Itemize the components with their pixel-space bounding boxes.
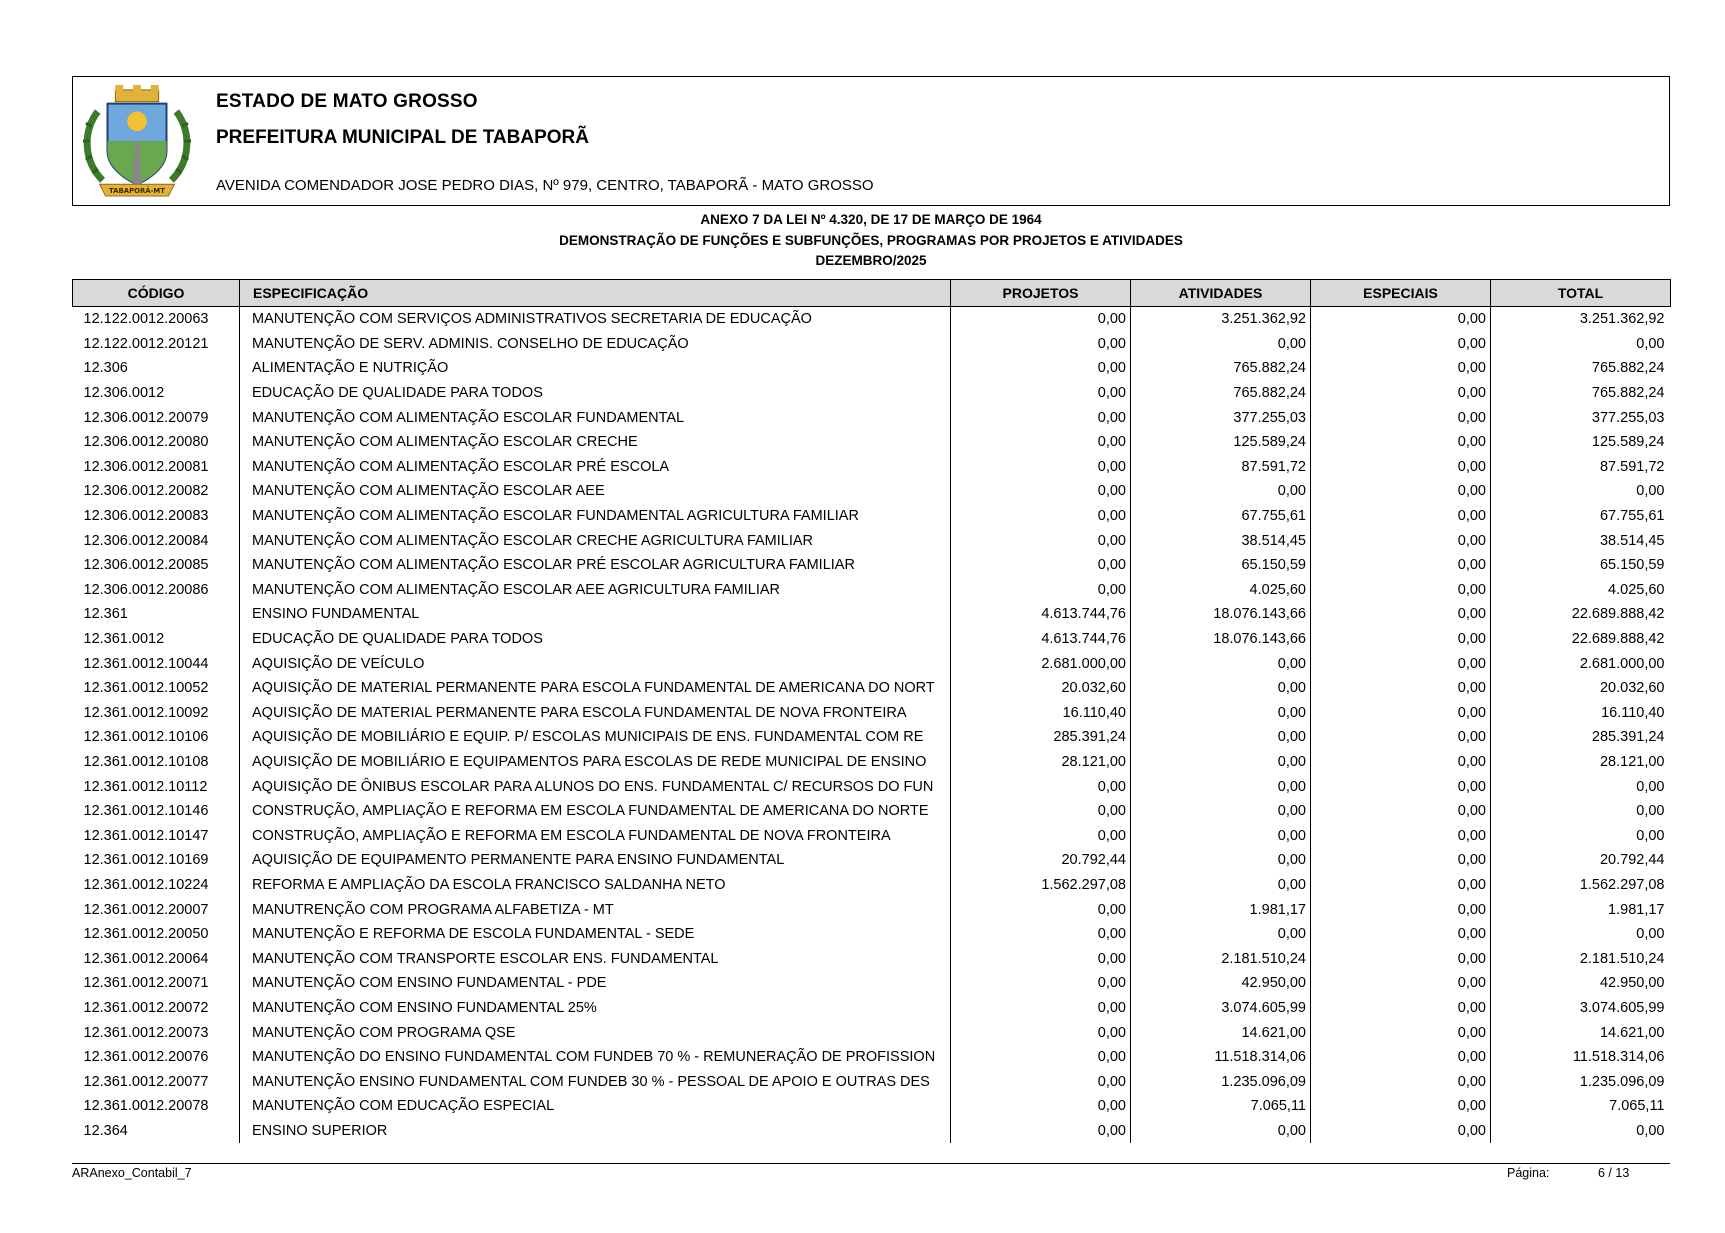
- cell-codigo: 12.361.0012.10052: [83, 680, 209, 697]
- cell-total: 7.065,11: [1609, 1098, 1665, 1115]
- report-period: DEZEMBRO/2025: [815, 253, 927, 268]
- table-row: [73, 1045, 1671, 1070]
- cell-especiais: 0,00: [1311, 996, 1491, 1021]
- table-row: [73, 356, 1671, 381]
- cell-codigo: 12.361.0012.20050: [83, 926, 209, 943]
- cell-especiais: 0,00: [1311, 701, 1491, 726]
- cell-especificacao: MANUTENÇÃO COM ENSINO FUNDAMENTAL - PDE: [240, 971, 951, 996]
- cell-especificacao: AQUISIÇÃO DE MATERIAL PERMANENTE PARA ESCOLA FUNDAMENTAL DE NOVA FRONTEIRA: [240, 701, 951, 726]
- cell-especiais: 0,00: [1311, 651, 1491, 676]
- cell-codigo: 12.306.0012: [83, 385, 165, 402]
- table-row: [73, 627, 1671, 652]
- cell-total: 0,00: [1636, 335, 1665, 352]
- cell-especificacao: MANUTENÇÃO COM ALIMENTAÇÃO ESCOLAR AEE: [240, 479, 951, 504]
- cell-codigo: 12.306.0012.20083: [83, 508, 209, 525]
- cell-atividades: 0,00: [1131, 750, 1311, 775]
- cell-total: 0,00: [1636, 803, 1665, 820]
- cell-atividades: 18.076.143,66: [1131, 602, 1311, 627]
- column-header-projetos: PROJETOS: [951, 280, 1131, 307]
- cell-projetos: 20.032,60: [951, 676, 1131, 701]
- cell-total: 14.621,00: [1599, 1024, 1665, 1041]
- cell-projetos: 0,00: [951, 971, 1131, 996]
- cell-atividades: 0,00: [1131, 922, 1311, 947]
- cell-especificacao: MANUTENÇÃO COM ALIMENTAÇÃO ESCOLAR CRECHE AGRICULTURA FAMILIAR: [240, 528, 951, 553]
- table-row: [73, 553, 1671, 578]
- cell-atividades: 0,00: [1131, 479, 1311, 504]
- cell-total: 3.251.362,92: [1579, 311, 1665, 328]
- table-row: [73, 750, 1671, 775]
- cell-atividades: 87.591,72: [1131, 455, 1311, 480]
- table-row: [73, 873, 1671, 898]
- cell-total: 16.110,40: [1601, 704, 1665, 721]
- cell-codigo: 12.361.0012.20078: [83, 1098, 209, 1115]
- cell-atividades: 765.882,24: [1131, 381, 1311, 406]
- cell-especificacao: MANUTENÇÃO COM ALIMENTAÇÃO ESCOLAR PRÉ ESCOLAR AGRICULTURA FAMILIAR: [240, 553, 951, 578]
- table-row: [73, 528, 1671, 553]
- cell-projetos: 2.681.000,00: [951, 651, 1131, 676]
- cell-especificacao: MANUTENÇÃO COM SERVIÇOS ADMINISTRATIVOS SECRETARIA DE EDUCAÇÃO: [240, 307, 951, 332]
- cell-projetos: 0,00: [951, 946, 1131, 971]
- table-row: [73, 823, 1671, 848]
- cell-especificacao: MANUTENÇÃO DO ENSINO FUNDAMENTAL COM FUNDEB 70 % - REMUNERAÇÃO DE PROFISSION: [240, 1045, 951, 1070]
- cell-especificacao: MANUTENÇÃO COM ALIMENTAÇÃO ESCOLAR FUNDAMENTAL AGRICULTURA FAMILIAR: [240, 504, 951, 529]
- table-row: [73, 774, 1671, 799]
- cell-atividades: 11.518.314,06: [1131, 1045, 1311, 1070]
- cell-codigo: 12.364: [83, 1122, 128, 1139]
- table-row: [73, 479, 1671, 504]
- cell-codigo: 12.361.0012.10224: [83, 876, 209, 893]
- cell-total: 285.391,24: [1591, 729, 1665, 746]
- cell-total: 28.121,00: [1599, 753, 1665, 770]
- table-row: [73, 405, 1671, 430]
- cell-total: 65.150,59: [1599, 557, 1665, 574]
- cell-total: 3.074.605,99: [1579, 999, 1665, 1016]
- table-row: [73, 332, 1671, 357]
- cell-codigo: 12.122.0012.20063: [83, 311, 209, 328]
- table-row: [73, 897, 1671, 922]
- column-header-total: TOTAL: [1491, 280, 1671, 307]
- table-row: [73, 455, 1671, 480]
- cell-especificacao: MANUTENÇÃO DE SERV. ADMINIS. CONSELHO DE EDUCAÇÃO: [240, 332, 951, 357]
- table-row: [73, 848, 1671, 873]
- cell-atividades: 1.981,17: [1131, 897, 1311, 922]
- footer-divider: [72, 1163, 1670, 1164]
- cell-atividades: 0,00: [1131, 823, 1311, 848]
- cell-total: 38.514,45: [1599, 532, 1665, 549]
- cell-especificacao: MANUTENÇÃO COM ALIMENTAÇÃO ESCOLAR FUNDAMENTAL: [240, 405, 951, 430]
- cell-codigo: 12.361.0012.20007: [83, 901, 209, 918]
- cell-atividades: 3.074.605,99: [1131, 996, 1311, 1021]
- table-row: [73, 725, 1671, 750]
- table-row: [73, 946, 1671, 971]
- table-row: [73, 602, 1671, 627]
- cell-total: 1.562.297,08: [1579, 876, 1665, 893]
- cell-projetos: 0,00: [951, 553, 1131, 578]
- cell-especificacao: MANUTENÇÃO COM ALIMENTAÇÃO ESCOLAR CRECHE: [240, 430, 951, 455]
- cell-total: 0,00: [1636, 926, 1665, 943]
- cell-total: 42.950,00: [1599, 975, 1665, 992]
- cell-total: 0,00: [1636, 1122, 1665, 1139]
- cell-total: 20.792,44: [1599, 852, 1665, 869]
- cell-codigo: 12.361.0012: [83, 631, 165, 648]
- table-header-row: [73, 280, 1671, 307]
- cell-especiais: 0,00: [1311, 848, 1491, 873]
- table-row: [73, 996, 1671, 1021]
- cell-total: 1.981,17: [1608, 901, 1665, 918]
- cell-especificacao: CONSTRUÇÃO, AMPLIAÇÃO E REFORMA EM ESCOLA FUNDAMENTAL DE NOVA FRONTEIRA: [240, 823, 951, 848]
- cell-especificacao: MANUTENÇÃO E REFORMA DE ESCOLA FUNDAMENTAL - SEDE: [240, 922, 951, 947]
- cell-projetos: 0,00: [951, 996, 1131, 1021]
- table-body: [73, 307, 1671, 1144]
- cell-atividades: 377.255,03: [1131, 405, 1311, 430]
- cell-especiais: 0,00: [1311, 381, 1491, 406]
- column-header-atividades: ATIVIDADES: [1131, 280, 1311, 307]
- table-row: [73, 701, 1671, 726]
- cell-especificacao: MANUTENÇÃO COM ALIMENTAÇÃO ESCOLAR AEE AGRICULTURA FAMILIAR: [240, 578, 951, 603]
- cell-especificacao: ALIMENTAÇÃO E NUTRIÇÃO: [240, 356, 951, 381]
- cell-especificacao: ENSINO FUNDAMENTAL: [240, 602, 951, 627]
- cell-atividades: 7.065,11: [1131, 1094, 1311, 1119]
- cell-projetos: 0,00: [951, 1020, 1131, 1045]
- table-row: [73, 430, 1671, 455]
- cell-codigo: 12.361.0012.10146: [83, 803, 209, 820]
- table-row: [73, 1069, 1671, 1094]
- cell-atividades: 765.882,24: [1131, 356, 1311, 381]
- report-title-description: DEMONSTRAÇÃO DE FUNÇÕES E SUBFUNÇÕES, PROGRAMAS POR PROJETOS E ATIVIDADES: [559, 232, 1183, 248]
- table-row: [73, 651, 1671, 676]
- cell-total: 2.181.510,24: [1579, 950, 1665, 967]
- cell-total: 0,00: [1636, 483, 1665, 500]
- cell-especificacao: MANUTENÇÃO COM ENSINO FUNDAMENTAL 25%: [240, 996, 951, 1021]
- cell-especiais: 0,00: [1311, 578, 1491, 603]
- cell-codigo: 12.361.0012.10147: [83, 827, 209, 844]
- municipal-coat-of-arms-logo: [78, 82, 196, 200]
- cell-especiais: 0,00: [1311, 1094, 1491, 1119]
- cell-especificacao: MANUTENÇÃO COM TRANSPORTE ESCOLAR ENS. FUNDAMENTAL: [240, 946, 951, 971]
- table-row: [73, 307, 1671, 332]
- cell-especiais: 0,00: [1311, 750, 1491, 775]
- cell-projetos: 4.613.744,76: [951, 602, 1131, 627]
- cell-especificacao: MANUTENÇÃO COM ALIMENTAÇÃO ESCOLAR PRÉ ESCOLA: [240, 455, 951, 480]
- cell-codigo: 12.361.0012.20071: [83, 975, 209, 992]
- cell-especificacao: AQUISIÇÃO DE MOBILIÁRIO E EQUIPAMENTOS PARA ESCOLAS DE REDE MUNICIPAL DE ENSINO: [240, 750, 951, 775]
- cell-projetos: 0,00: [951, 479, 1131, 504]
- cell-especiais: 0,00: [1311, 725, 1491, 750]
- cell-atividades: 1.235.096,09: [1131, 1069, 1311, 1094]
- cell-total: 67.755,61: [1599, 508, 1665, 525]
- cell-especificacao: AQUISIÇÃO DE EQUIPAMENTO PERMANENTE PARA ENSINO FUNDAMENTAL: [240, 848, 951, 873]
- cell-especificacao: REFORMA E AMPLIAÇÃO DA ESCOLA FRANCISCO SALDANHA NETO: [240, 873, 951, 898]
- cell-codigo: 12.361.0012.10092: [83, 704, 209, 721]
- cell-especiais: 0,00: [1311, 823, 1491, 848]
- cell-especificacao: AQUISIÇÃO DE ÔNIBUS ESCOLAR PARA ALUNOS DO ENS. FUNDAMENTAL C/ RECURSOS DO FUN: [240, 774, 951, 799]
- page-label: Página:: [1507, 1166, 1550, 1180]
- table-row: [73, 578, 1671, 603]
- cell-total: 1.235.096,09: [1579, 1073, 1665, 1090]
- cell-projetos: 0,00: [951, 528, 1131, 553]
- cell-total: 2.681.000,00: [1579, 655, 1665, 672]
- cell-projetos: 0,00: [951, 332, 1131, 357]
- city-title: PREFEITURA MUNICIPAL DE TABAPORÃ: [216, 127, 589, 148]
- cell-projetos: 4.613.744,76: [951, 627, 1131, 652]
- cell-atividades: 125.589,24: [1131, 430, 1311, 455]
- cell-especificacao: EDUCAÇÃO DE QUALIDADE PARA TODOS: [240, 627, 951, 652]
- cell-especiais: 0,00: [1311, 602, 1491, 627]
- svg-text:TABAPORÃ-MT: TABAPORÃ-MT: [109, 187, 165, 196]
- cell-projetos: 0,00: [951, 381, 1131, 406]
- cell-especiais: 0,00: [1311, 528, 1491, 553]
- cell-especiais: 0,00: [1311, 627, 1491, 652]
- cell-codigo: 12.361.0012.20076: [83, 1049, 209, 1066]
- cell-total: 765.882,24: [1591, 360, 1665, 377]
- cell-projetos: 0,00: [951, 405, 1131, 430]
- cell-atividades: 2.181.510,24: [1131, 946, 1311, 971]
- cell-especiais: 0,00: [1311, 873, 1491, 898]
- cell-codigo: 12.122.0012.20121: [83, 335, 209, 352]
- column-header-codigo: CÓDIGO: [73, 280, 240, 307]
- cell-atividades: 0,00: [1131, 676, 1311, 701]
- cell-especificacao: EDUCAÇÃO DE QUALIDADE PARA TODOS: [240, 381, 951, 406]
- report-title-law: ANEXO 7 DA LEI Nº 4.320, DE 17 DE MARÇO DE 1964: [700, 212, 1042, 227]
- cell-codigo: 12.306.0012.20085: [83, 557, 209, 574]
- cell-projetos: 0,00: [951, 1045, 1131, 1070]
- table-row: [73, 504, 1671, 529]
- cell-projetos: 0,00: [951, 897, 1131, 922]
- table-row: [73, 1119, 1671, 1144]
- cell-especiais: 0,00: [1311, 1045, 1491, 1070]
- cell-projetos: 0,00: [951, 356, 1131, 381]
- cell-projetos: 20.792,44: [951, 848, 1131, 873]
- cell-codigo: 12.361: [83, 606, 128, 623]
- cell-total: 765.882,24: [1591, 385, 1665, 402]
- cell-total: 0,00: [1636, 778, 1665, 795]
- cell-especificacao: MANUTENÇÃO ENSINO FUNDAMENTAL COM FUNDEB 30 % - PESSOAL DE APOIO E OUTRAS DES: [240, 1069, 951, 1094]
- cell-especiais: 0,00: [1311, 676, 1491, 701]
- cell-codigo: 12.306.0012.20086: [83, 581, 209, 598]
- cell-atividades: 65.150,59: [1131, 553, 1311, 578]
- budget-table: [72, 279, 1671, 1143]
- cell-especificacao: ENSINO SUPERIOR: [240, 1119, 951, 1144]
- cell-atividades: 3.251.362,92: [1131, 307, 1311, 332]
- cell-especificacao: AQUISIÇÃO DE VEÍCULO: [240, 651, 951, 676]
- cell-codigo: 12.306.0012.20081: [83, 458, 209, 475]
- cell-atividades: 38.514,45: [1131, 528, 1311, 553]
- cell-projetos: 285.391,24: [951, 725, 1131, 750]
- cell-codigo: 12.361.0012.20064: [83, 950, 209, 967]
- cell-projetos: 0,00: [951, 922, 1131, 947]
- cell-especificacao: CONSTRUÇÃO, AMPLIAÇÃO E REFORMA EM ESCOLA FUNDAMENTAL DE AMERICANA DO NORTE: [240, 799, 951, 824]
- cell-codigo: 12.361.0012.10112: [83, 778, 208, 795]
- table-row: [73, 676, 1671, 701]
- table-row: [73, 971, 1671, 996]
- cell-codigo: 12.306.0012.20082: [83, 483, 209, 500]
- cell-total: 4.025,60: [1608, 581, 1665, 598]
- cell-especiais: 0,00: [1311, 430, 1491, 455]
- cell-especiais: 0,00: [1311, 897, 1491, 922]
- column-header-especiais: ESPECIAIS: [1311, 280, 1491, 307]
- cell-especiais: 0,00: [1311, 307, 1491, 332]
- cell-especiais: 0,00: [1311, 332, 1491, 357]
- cell-atividades: 14.621,00: [1131, 1020, 1311, 1045]
- cell-projetos: 0,00: [951, 823, 1131, 848]
- cell-projetos: 0,00: [951, 504, 1131, 529]
- cell-projetos: 0,00: [951, 799, 1131, 824]
- cell-atividades: 0,00: [1131, 332, 1311, 357]
- cell-especiais: 0,00: [1311, 553, 1491, 578]
- cell-atividades: 4.025,60: [1131, 578, 1311, 603]
- cell-total: 377.255,03: [1591, 409, 1665, 426]
- cell-atividades: 0,00: [1131, 725, 1311, 750]
- cell-codigo: 12.306.0012.20080: [83, 434, 209, 451]
- cell-codigo: 12.361.0012.20077: [83, 1073, 209, 1090]
- cell-total: 20.032,60: [1599, 680, 1665, 697]
- cell-codigo: 12.361.0012.10106: [83, 729, 209, 746]
- cell-projetos: 0,00: [951, 430, 1131, 455]
- cell-especiais: 0,00: [1311, 405, 1491, 430]
- cell-codigo: 12.306.0012.20084: [83, 532, 209, 549]
- cell-projetos: 0,00: [951, 578, 1131, 603]
- cell-especiais: 0,00: [1311, 455, 1491, 480]
- cell-especiais: 0,00: [1311, 1020, 1491, 1045]
- table-row: [73, 1094, 1671, 1119]
- cell-projetos: 0,00: [951, 1069, 1131, 1094]
- cell-especiais: 0,00: [1311, 356, 1491, 381]
- cell-projetos: 16.110,40: [951, 701, 1131, 726]
- cell-atividades: 0,00: [1131, 1119, 1311, 1144]
- cell-codigo: 12.361.0012.20073: [83, 1024, 209, 1041]
- cell-especiais: 0,00: [1311, 1119, 1491, 1144]
- cell-codigo: 12.361.0012.10169: [83, 852, 209, 869]
- table-row: [73, 1020, 1671, 1045]
- cell-total: 125.589,24: [1591, 434, 1665, 451]
- cell-projetos: 0,00: [951, 1094, 1131, 1119]
- cell-codigo: 12.361.0012.10044: [83, 655, 209, 672]
- cell-especificacao: AQUISIÇÃO DE MATERIAL PERMANENTE PARA ESCOLA FUNDAMENTAL DE AMERICANA DO NORT: [240, 676, 951, 701]
- cell-atividades: 0,00: [1131, 701, 1311, 726]
- cell-projetos: 0,00: [951, 455, 1131, 480]
- cell-atividades: 0,00: [1131, 848, 1311, 873]
- cell-projetos: 28.121,00: [951, 750, 1131, 775]
- cell-atividades: 0,00: [1131, 799, 1311, 824]
- cell-especiais: 0,00: [1311, 504, 1491, 529]
- cell-total: 0,00: [1636, 827, 1665, 844]
- cell-projetos: 1.562.297,08: [951, 873, 1131, 898]
- cell-total: 22.689.888,42: [1571, 631, 1665, 648]
- cell-atividades: 67.755,61: [1131, 504, 1311, 529]
- cell-total: 11.518.314,06: [1572, 1049, 1665, 1066]
- cell-projetos: 0,00: [951, 307, 1131, 332]
- cell-especificacao: MANUTENÇÃO COM EDUCAÇÃO ESPECIAL: [240, 1094, 951, 1119]
- table-row: [73, 381, 1671, 406]
- cell-codigo: 12.306.0012.20079: [83, 409, 209, 426]
- cell-atividades: 0,00: [1131, 651, 1311, 676]
- column-header-especificacao: ESPECIFICAÇÃO: [240, 280, 951, 307]
- cell-total: 22.689.888,42: [1571, 606, 1665, 623]
- cell-projetos: 0,00: [951, 1119, 1131, 1144]
- cell-atividades: 18.076.143,66: [1131, 627, 1311, 652]
- cell-projetos: 0,00: [951, 774, 1131, 799]
- cell-total: 87.591,72: [1599, 458, 1665, 475]
- report-titles: [72, 210, 1670, 272]
- cell-especificacao: MANUTRENÇÃO COM PROGRAMA ALFABETIZA - MT: [240, 897, 951, 922]
- cell-especiais: 0,00: [1311, 946, 1491, 971]
- header-box: [72, 76, 1670, 206]
- state-title: ESTADO DE MATO GROSSO: [216, 91, 478, 112]
- page-number: 6 / 13: [1598, 1166, 1630, 1180]
- cell-atividades: 42.950,00: [1131, 971, 1311, 996]
- cell-atividades: 0,00: [1131, 873, 1311, 898]
- cell-especiais: 0,00: [1311, 799, 1491, 824]
- cell-codigo: 12.361.0012.10108: [83, 753, 209, 770]
- cell-especiais: 0,00: [1311, 971, 1491, 996]
- cell-atividades: 0,00: [1131, 774, 1311, 799]
- cell-especificacao: MANUTENÇÃO COM PROGRAMA QSE: [240, 1020, 951, 1045]
- report-id: ARAnexo_Contabil_7: [72, 1166, 192, 1180]
- table-row: [73, 799, 1671, 824]
- cell-especificacao: AQUISIÇÃO DE MOBILIÁRIO E EQUIP. P/ ESCOLAS MUNICIPAIS DE ENS. FUNDAMENTAL COM RE: [240, 725, 951, 750]
- table-row: [73, 922, 1671, 947]
- cell-especiais: 0,00: [1311, 774, 1491, 799]
- cell-codigo: 12.361.0012.20072: [83, 999, 209, 1016]
- cell-especiais: 0,00: [1311, 922, 1491, 947]
- cell-especiais: 0,00: [1311, 1069, 1491, 1094]
- address-line: AVENIDA COMENDADOR JOSE PEDRO DIAS, Nº 979, CENTRO, TABAPORÃ - MATO GROSSO: [216, 177, 874, 194]
- cell-especiais: 0,00: [1311, 479, 1491, 504]
- cell-codigo: 12.306: [83, 360, 128, 377]
